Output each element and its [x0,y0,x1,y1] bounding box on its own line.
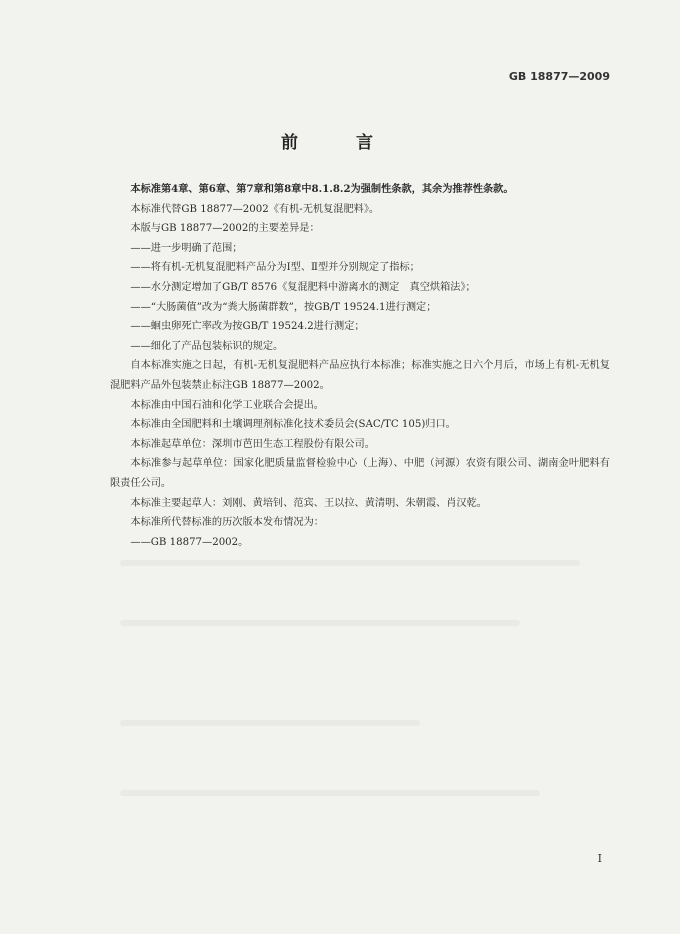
paragraph: 本标准所代替标准的历次版本发布情况为： [130,517,324,529]
list-item: ——蛔虫卵死亡率改为按GB/T 19524.2进行测定； [130,321,365,333]
paragraph: 本标准第4章、第6章、第7章和第8章中8.1.8.2为强制性条款，其余为推荐性条款。 [130,183,514,195]
paragraph: 本标准主要起草人：刘刚、黄培钊、范宾、王以拉、黄清明、朱朝霞、肖汉乾。 [130,497,487,509]
paragraph: 本标准代替GB 18877—2002《有机-无机复混肥料》。 [130,203,380,215]
list-item: ——水分测定增加了GB/T 8576《复混肥料中游离水的测定 真空烘箱法》； [130,281,476,293]
list-item: ——将有机-无机复混肥料产品分为Ⅰ型、Ⅱ型并分别规定了指标； [130,262,420,274]
list-item: ——“大肠菌值”改为“粪大肠菌群数”，按GB/T 19524.1进行测定； [130,301,437,313]
paragraph: 自本标准实施之日起，有机-无机复混肥料产品应执行本标准；标准实施之日六个月后，市场上有机-无机复混肥料产品外包装禁止标注GB 18877—2002。 [110,360,610,391]
standard-code: GB 18877—2009 [508,70,610,83]
list-item: ——GB 18877—2002。 [130,536,249,548]
bleed-through-shadow [120,790,540,796]
paragraph: 本版与GB 18877—2002的主要差异是： [130,223,320,235]
paragraph: 本标准由中国石油和化学工业联合会提出。 [130,399,324,411]
foreword-body [110,180,610,552]
paragraph: 本标准参与起草单位：国家化肥质量监督检验中心（上海）、中肥（河源）农资有限公司、湖南金叶肥料有限责任公司。 [110,458,610,489]
list-item: ——进一步明确了范围； [130,242,243,254]
page-title: 前 言 [281,133,399,153]
bleed-through-shadow [120,620,520,626]
bleed-through-shadow [120,720,420,726]
bleed-through-shadow [120,560,580,566]
paragraph: 本标准由全国肥料和土壤调理剂标准化技术委员会(SAC/TC 105)归口。 [130,419,456,431]
page-number: I [597,852,602,865]
paragraph: 本标准起草单位：深圳市芭田生态工程股份有限公司。 [130,438,375,450]
list-item: ——细化了产品包装标识的规定。 [130,340,284,352]
